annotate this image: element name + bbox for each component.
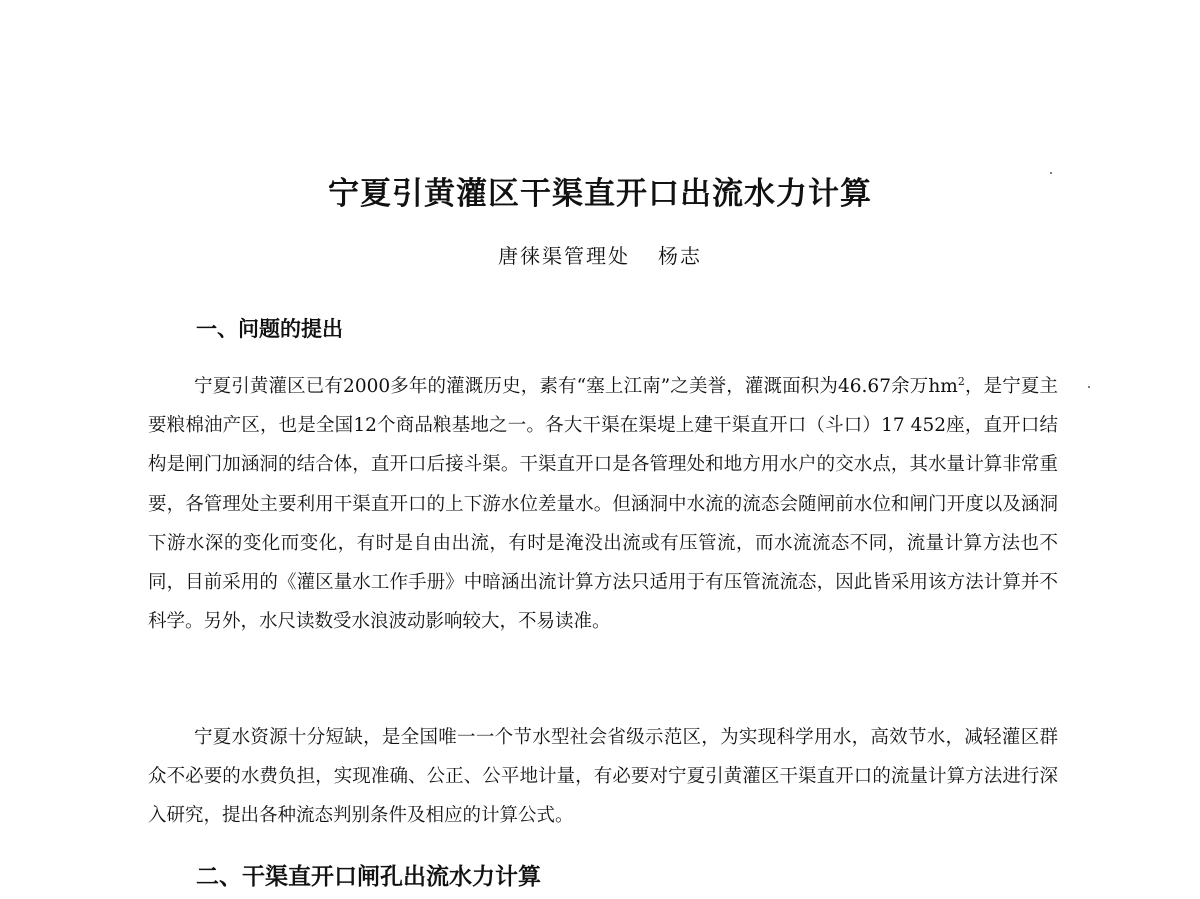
- section-heading-2: 二、干渠直开口闸孔出流水力计算: [196, 864, 541, 890]
- section-heading-1: 一、问题的提出: [196, 317, 343, 341]
- paragraph-1: [148, 367, 1058, 641]
- scan-speck: [1088, 386, 1090, 388]
- paragraph-1-text-b: ，是宁夏主要粮棉油产区，也是全国12个商品粮基地之一。各大干渠在渠堤上建干渠直开口（斗口）17 452座，直开口结构是闸门加涵洞的结合体，直开口后接斗渠。干渠直开口是各管理处和地方用水户的交水点，其水量计算非常重要，各管理处主要利用干渠直开口的上下游水位差量水。但涵洞中水流的流态会随闸前水位和闸门开度以及涵洞下游水深的变化而变化，有时是自由出流，有时是淹没出流或有压管流，而水流流态不同，流量计算方法也不同，目前采用的《灌区量水工作手册》中暗涵出流计算方法只适用于有压管流流态，因此皆采用该方法计算并不科学。另外，水尺读数受水浪波动影响较大，不易读准。: [148, 376, 1058, 633]
- author-affiliation: 唐徕渠管理处: [498, 244, 630, 268]
- author-line: [0, 240, 1200, 269]
- paragraph-2: 宁夏水资源十分短缺，是全国唯一一个节水型社会省级示范区，为实现科学用水，高效节水，减轻灌区群众不必要的水费负担，实现准确、公正、公平地计量，有必要对宁夏引黄灌区干渠直开口的流量计算方法进行深入研究，提出各种流态判别条件及相应的计算公式。: [148, 727, 1058, 827]
- scan-speck: [1050, 172, 1052, 174]
- author-name: 杨志: [658, 244, 702, 268]
- unit-superscript: 2: [957, 374, 965, 388]
- paper-title: 宁夏引黄灌区干渠直开口出流水力计算: [328, 176, 872, 212]
- paragraph-1-text-a: 宁夏引黄灌区已有2000多年的灌溉历史，素有“塞上江南”之美誉，灌溉面积为46.67余万hm: [194, 376, 958, 397]
